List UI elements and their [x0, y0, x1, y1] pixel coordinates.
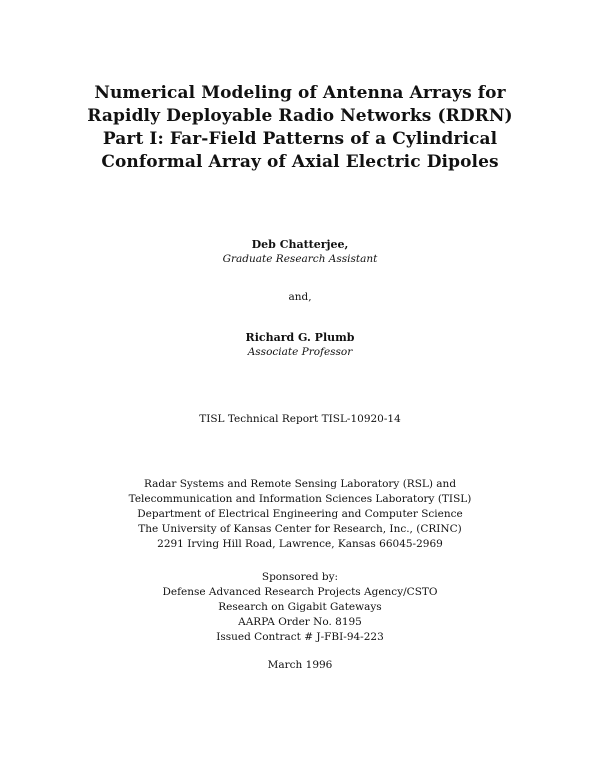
report-number: TISL Technical Report TISL-10920-14 — [199, 413, 401, 425]
title-line: Rapidly Deployable Radio Networks (RDRN) — [87, 106, 513, 126]
publication-date: March 1996 — [267, 659, 333, 671]
affiliation-line: The University of Kansas Center for Research, Inc., (CRINC) — [138, 523, 462, 535]
author-role: Graduate Research Assistant — [222, 253, 378, 265]
sponsor-line: Research on Gigabit Gateways — [218, 601, 382, 613]
author-name: Richard G. Plumb — [245, 331, 355, 344]
sponsor-line: Sponsored by: — [261, 571, 339, 583]
author-name: Deb Chatterjee, — [251, 238, 349, 251]
affiliation-line: 2291 Irving Hill Road, Lawrence, Kansas 66045-2969 — [157, 538, 443, 550]
title-line: Conformal Array of Axial Electric Dipoles — [101, 152, 499, 172]
title-line: Part I: Far-Field Patterns of a Cylindrical — [102, 129, 498, 149]
affiliation-line: Radar Systems and Remote Sensing Laboratory (RSL) and — [143, 478, 457, 490]
sponsor-info — [0, 570, 600, 645]
paper-title — [0, 82, 600, 174]
affiliation-line: Telecommunication and Information Sciences Laboratory (TISL) — [128, 493, 472, 505]
author-conjunction: and, — [288, 291, 312, 303]
affiliation — [0, 477, 600, 552]
affiliation-line: Department of Electrical Engineering and Computer Science — [137, 508, 463, 520]
sponsor-line: AARPA Order No. 8195 — [238, 616, 362, 628]
title-line: Numerical Modeling of Antenna Arrays for — [94, 83, 506, 103]
sponsor-line: Defense Advanced Research Projects Agency/CSTO — [162, 586, 438, 598]
sponsor-line: Issued Contract # J-FBI-94-223 — [216, 631, 384, 643]
author-primary — [0, 237, 600, 267]
author-secondary — [0, 330, 600, 360]
author-role: Associate Professor — [247, 346, 353, 358]
